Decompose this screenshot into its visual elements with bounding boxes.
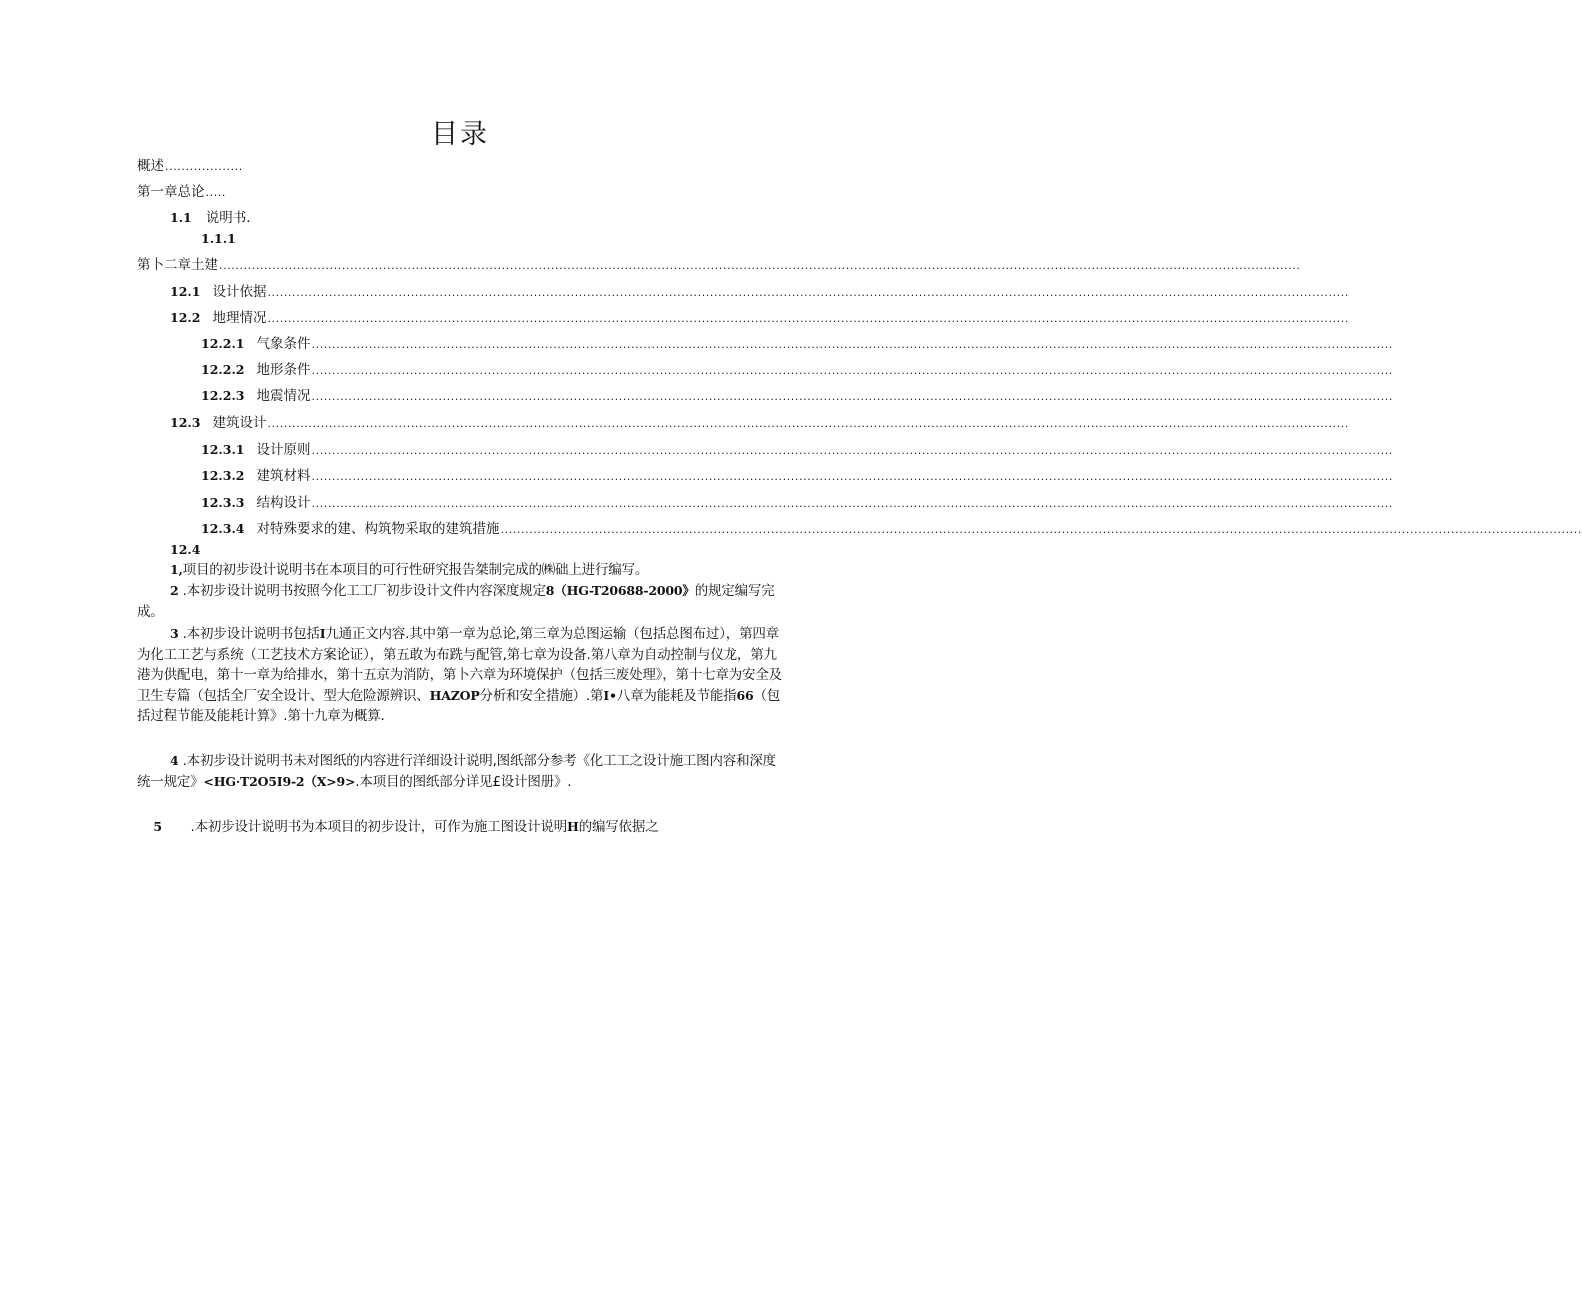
toc-label: 设计依据: [212, 284, 267, 300]
toc-number: 12.2: [170, 310, 201, 325]
toc-label: 地震情况: [256, 388, 311, 404]
toc-number: 1.1: [170, 210, 192, 225]
toc-entry-1-1[interactable]: [170, 209, 251, 227]
toc-leader: ........................................................................................................................................................................................................................................................................: [311, 364, 1393, 377]
standard-code: 8（HG-T20688-2000》: [545, 583, 695, 598]
toc-label: 设计原则: [256, 442, 311, 458]
toc-number: 12.4: [170, 542, 201, 557]
paragraph-5: [137, 796, 787, 858]
toc-label: 对特殊要求的建、构筑物采取的建筑措施: [256, 521, 500, 537]
inline-code: I•: [603, 687, 617, 703]
inline-code: HAZOP: [429, 687, 480, 703]
paragraph-1: [137, 560, 787, 581]
toc-number: 12.3: [170, 415, 201, 430]
page-title: 目录: [431, 119, 489, 150]
paragraph-number: 1,: [170, 562, 183, 577]
toc-leader: ........................................................................................................................................................................................................................................................................: [311, 444, 1393, 457]
toc-label: 地理情况: [212, 310, 267, 326]
paragraph-number: 3: [170, 626, 179, 641]
paragraph-text: 的规定编写完成。: [137, 583, 775, 620]
toc-label: 结构设计: [256, 495, 311, 511]
paragraph-text: 项目的初步设计说明书在本项目的可行性研究报告桀制完成的㈱础上进行编写。: [182, 562, 649, 578]
toc-entry-12-3[interactable]: [170, 414, 1349, 433]
toc-leader: ........................................................................................................................................................................................................................................................................: [267, 417, 1349, 430]
toc-label: 建筑材料: [256, 468, 311, 484]
toc-label: 第卜二章土建: [137, 257, 218, 273]
toc-leader: ........................................................................................................................................................................................................................................................................: [267, 312, 1349, 325]
inline-code: I: [319, 626, 326, 641]
paragraph-number: 4: [170, 753, 179, 768]
standard-code: <HG·T2O5I9-2（X>9>: [203, 773, 356, 789]
paragraph-text: （包括过程节能及能耗计算》.第十九章为概算.: [137, 687, 781, 724]
toc-number: 12.3.1: [201, 442, 245, 457]
toc-entry-12-2[interactable]: [170, 309, 1349, 328]
toc-label: 地形条件: [256, 362, 311, 378]
toc-entry-12-2-3[interactable]: [201, 387, 1393, 406]
toc-label: 说明书.: [205, 210, 251, 226]
paragraph-text: 分析和安全措施）.第: [479, 687, 604, 704]
paragraph-text: 九通正文内容.其中第一章为总论,第三章为总图运输（包括总图布过），第四章为化工工艺与系统（工艺技术方案论证），第五敢为布跣与配管,第七章为设备.第八章为自动控制与仪龙，第九港为供配电，第十一章为给排水，第十五京为消防，第卜六章为环境保护（包括三废处理》，第十七章为安全及卫生专篇（包括全厂安全设计、型大危险源辨识、: [137, 626, 782, 704]
toc-leader: ........................................................................................................................................................................................................................................................................: [267, 286, 1349, 299]
paragraph-text: .本初步设计说明书为本项目的初步设计，可作为施工图设计说明: [161, 818, 568, 835]
toc-entry-12-1[interactable]: [170, 283, 1349, 302]
toc-entry-chapter-12[interactable]: [137, 256, 1301, 275]
toc-entry-chapter-1[interactable]: [137, 183, 226, 202]
paragraph-4: [137, 751, 787, 792]
toc-leader: ...................: [165, 160, 243, 173]
toc-number: 12.1: [170, 284, 201, 299]
toc-label: 第一章总论: [137, 184, 205, 200]
paragraph-text: .本初步设计说明书按照今化工工厂初步设计文件内容深度规定: [178, 583, 546, 599]
toc-entry-12-4[interactable]: [170, 541, 200, 559]
toc-entry-12-3-2[interactable]: [201, 467, 1393, 486]
toc-label: 气象条件: [256, 336, 311, 352]
paragraph-text: .本项目的图纸部分详见£设计图册》.: [355, 773, 572, 790]
paragraph-3: [137, 624, 787, 727]
toc-label: 建筑设计: [212, 415, 267, 431]
toc-leader: ........................................................................................................................................................................................................................................................................: [311, 390, 1393, 403]
paragraph-text: 八章为能耗及节能指: [616, 687, 737, 704]
paragraph-text: .本初步设计说明书包括: [178, 626, 320, 642]
paragraph-2: [137, 581, 787, 622]
inline-code: H: [567, 818, 579, 834]
toc-leader: ........................................................................................................................................................................................................................................................................: [219, 259, 1301, 272]
paragraph-number: 2: [170, 583, 179, 598]
toc-number: 12.2.2: [201, 362, 245, 377]
paragraph-number: 5: [153, 818, 162, 834]
toc-leader: .....: [205, 186, 226, 199]
toc-entry-overview[interactable]: [137, 157, 243, 176]
toc-entry-1-1-1[interactable]: [201, 230, 236, 248]
toc-number: 1.1.1: [201, 231, 236, 246]
toc-number: 12.2.1: [201, 336, 245, 351]
paragraph-text: .本初步设计说明书未对图纸的内容进行洋细设计说明,图纸部分参考《化工工之设计施工图内容和深度统一规定》: [137, 753, 776, 790]
toc-label: 概述: [137, 158, 164, 174]
toc-entry-12-3-1[interactable]: [201, 441, 1393, 460]
toc-leader: ........................................................................................................................................................................................................................................................................: [311, 338, 1393, 351]
toc-leader: ........................................................................................................................................................................................................................................................................: [311, 470, 1393, 483]
paragraph-text: 的编写依据之: [578, 818, 659, 835]
toc-leader: ........................................................................................................................................................................................................................................................................: [500, 523, 1582, 536]
toc-leader: ........................................................................................................................................................................................................................................................................: [311, 497, 1393, 510]
toc-number: 12.3.2: [201, 468, 245, 483]
toc-entry-12-2-2[interactable]: [201, 361, 1393, 380]
inline-code: 66: [736, 687, 754, 703]
toc-entry-12-3-4[interactable]: [201, 520, 1582, 539]
toc-number: 12.3.4: [201, 521, 245, 536]
toc-entry-12-2-1[interactable]: [201, 335, 1393, 354]
toc-entry-12-3-3[interactable]: [201, 494, 1393, 513]
toc-number: 12.3.3: [201, 495, 245, 510]
toc-number: 12.2.3: [201, 388, 245, 403]
